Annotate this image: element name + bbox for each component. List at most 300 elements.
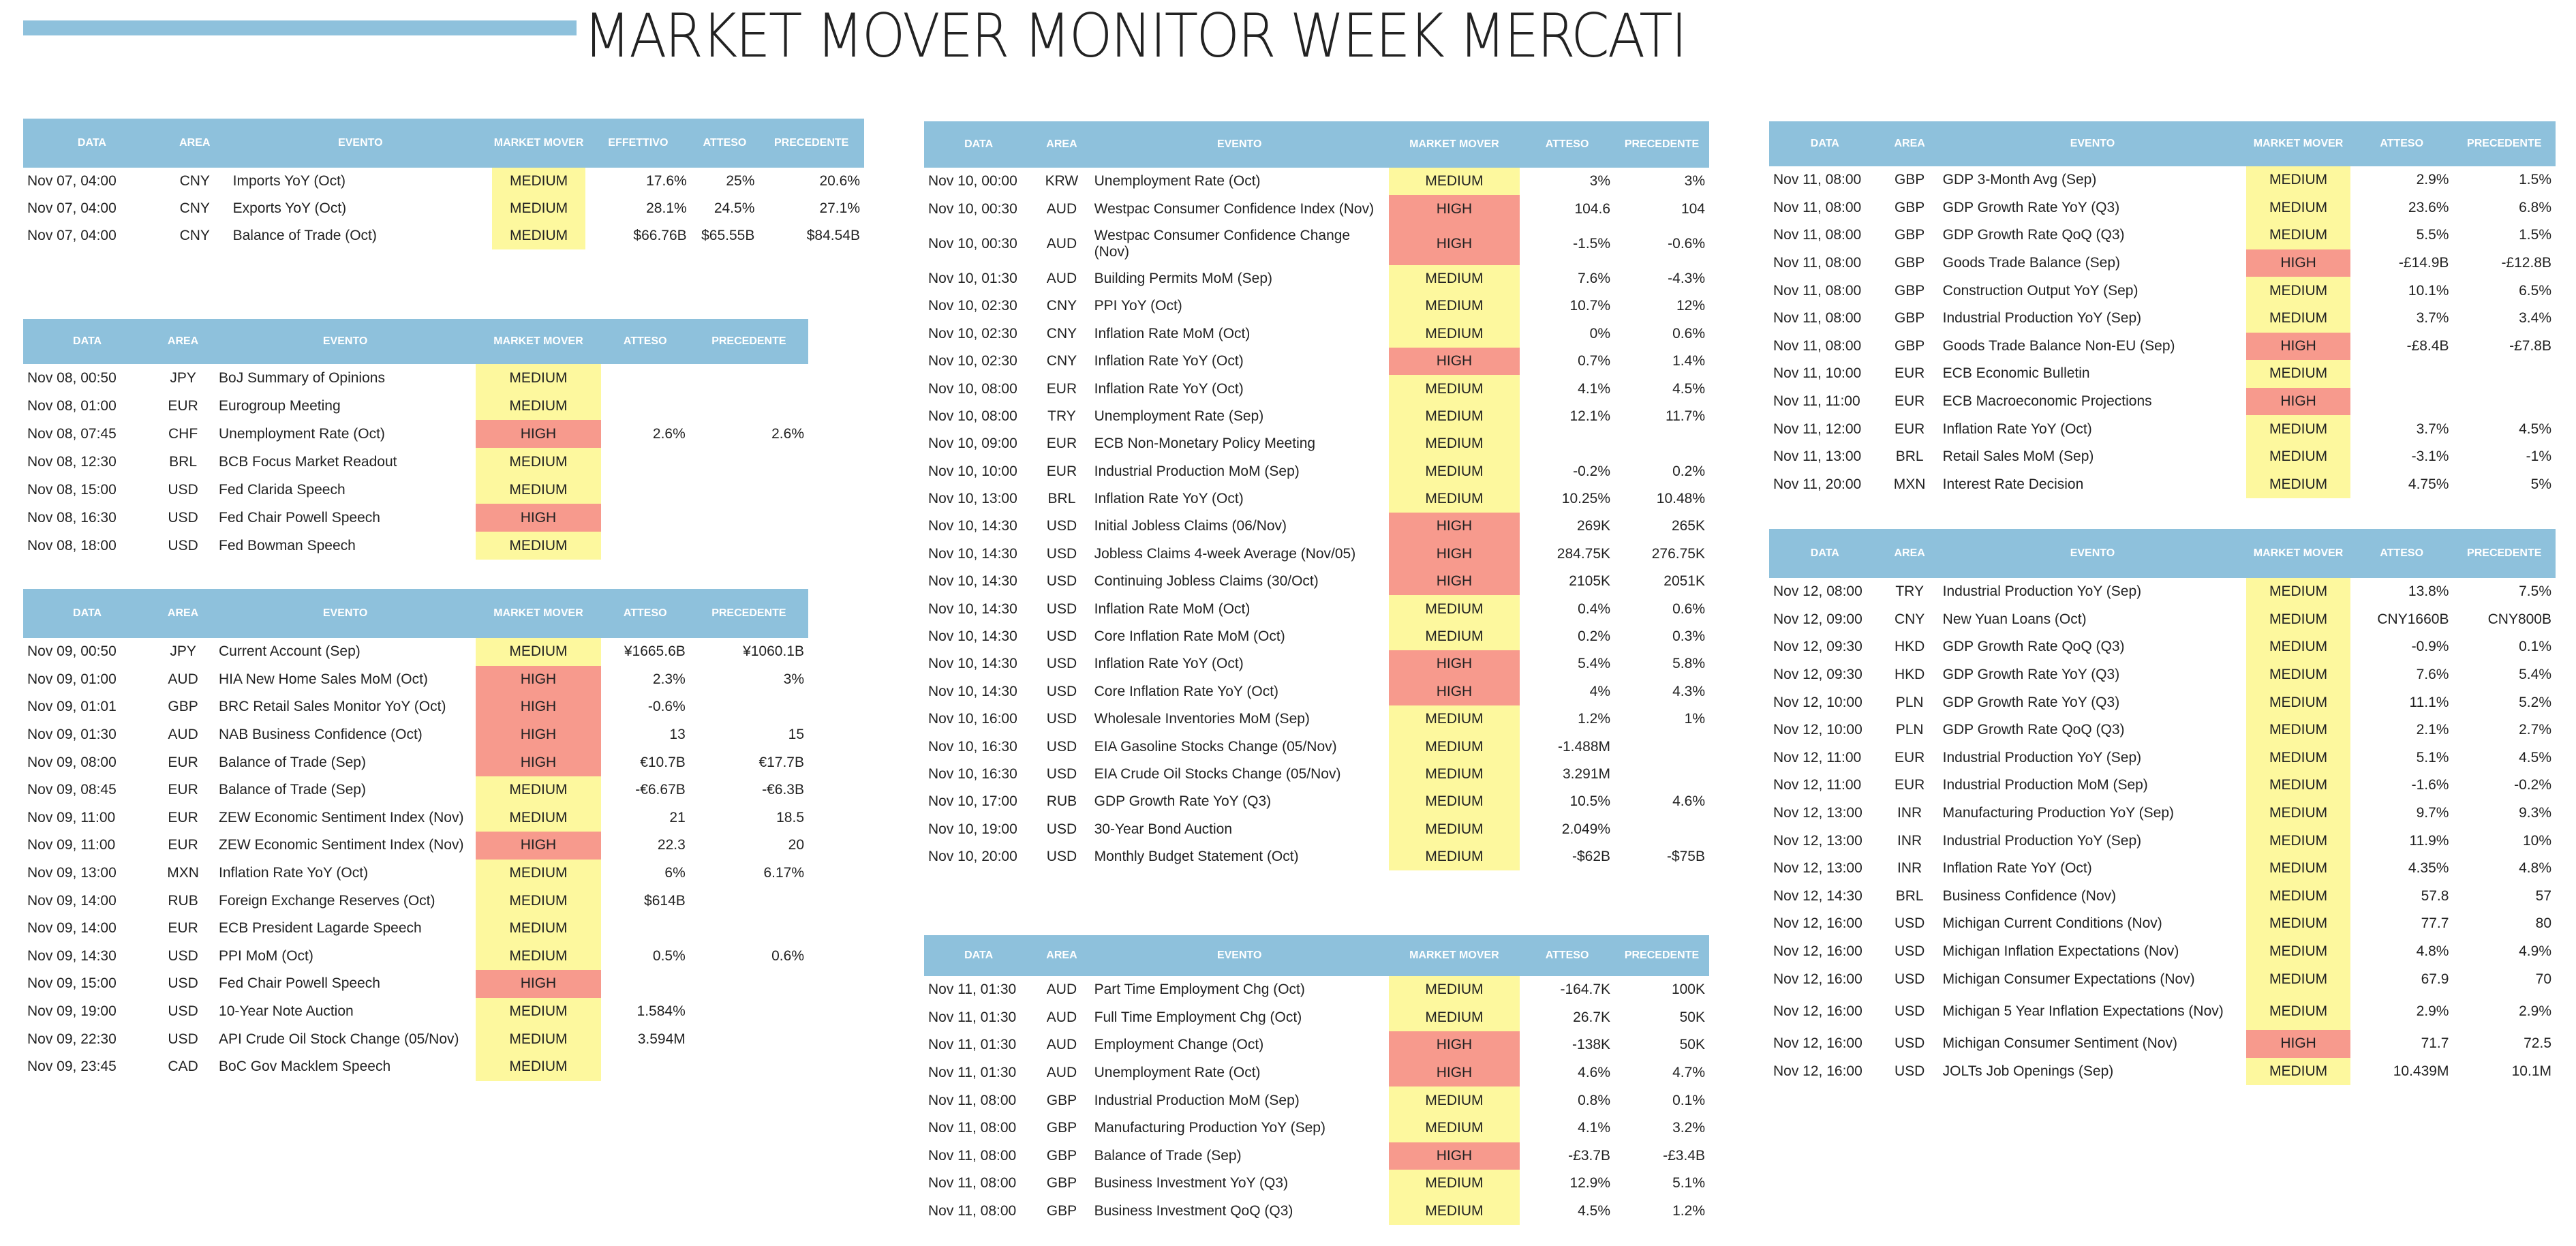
cell-precedente [690,998,808,1026]
market-mover-badge: HIGH [476,970,600,998]
cell-area: EUR [1894,777,1925,793]
cell-evento: EIA Gasoline Stocks Change (05/Nov) [1094,738,1337,755]
cell-data: Nov 11, 12:00 [1773,421,1862,437]
cell-precedente [690,970,808,998]
market-mover-badge: MEDIUM [1389,705,1520,733]
cell-data: Nov 09, 14:00 [27,892,117,909]
column-header-precedente[interactable]: PRECEDENTE [711,607,786,619]
column-header-data[interactable]: DATA [1810,138,1839,149]
column-header-area[interactable]: AREA [167,335,199,347]
cell-precedente: 80 [2535,915,2551,932]
market-mover-badge: MEDIUM [476,915,600,943]
cell-atteso: -$62B [1571,849,1611,865]
cell-precedente: -£12.8B [2501,255,2551,271]
cell-atteso: 10.7% [1569,298,1611,314]
market-mover-badge: HIGH [1389,513,1520,540]
cell-precedente: 100K [1671,982,1705,998]
table-row [23,638,808,666]
cell-atteso: 3.291M [1562,766,1611,782]
header-row [1769,529,2556,578]
table-row [924,458,1709,485]
cell-atteso: 0.4% [1578,601,1611,617]
cell-area: PLN [1895,722,1924,738]
cell-atteso: 57.8 [2421,887,2449,904]
cell-evento: Fed Chair Powell Speech [219,975,380,992]
market-mover-badge: HIGH [476,420,600,448]
column-header-data[interactable]: DATA [964,138,994,150]
market-mover-badge: MEDIUM [476,638,600,666]
cell-atteso: 10.1% [2408,282,2449,299]
table-row [924,568,1709,595]
cell-area: AUD [1046,200,1077,217]
cell-area: USD [168,947,198,964]
cell-atteso [601,364,690,392]
market-mover-badge: HIGH [1389,1142,1520,1170]
cell-atteso: 4.1% [1578,380,1611,397]
market-mover-badge: MEDIUM [1389,623,1520,650]
cell-atteso: 3.7% [2416,310,2449,326]
column-header-atteso[interactable]: ATTESO [1545,138,1589,150]
cell-precedente: 5.1% [1672,1175,1705,1191]
cell-area: JPY [170,369,196,386]
cell-evento: Foreign Exchange Reserves (Oct) [219,892,435,909]
cell-atteso [601,1053,690,1081]
cell-area: CNY [179,228,210,243]
column-header-area[interactable]: AREA [1046,949,1077,961]
market-mover-badge: MEDIUM [1389,430,1520,457]
cell-evento: Eurogroup Meeting [219,397,341,414]
cell-atteso: 23.6% [2408,199,2449,215]
cell-area: CNY [179,200,210,216]
market-mover-badge: MEDIUM [2246,993,2350,1030]
cell-area: USD [168,509,198,526]
market-mover-badge: MEDIUM [2246,277,2350,305]
column-header-atteso[interactable]: ATTESO [623,607,667,619]
cell-atteso: 4% [1589,683,1611,699]
cell-atteso [2350,388,2453,416]
cell-data: Nov 11, 08:00 [1773,227,1862,243]
cell-precedente [690,532,808,560]
table-row [23,887,808,915]
table-row [1769,1030,2556,1058]
cell-precedente: 4.9% [2519,943,2551,960]
cell-atteso: $614B [644,892,686,909]
cell-evento: ECB Non-Monetary Policy Meeting [1094,436,1316,452]
column-header-evento[interactable]: EVENTO [1216,138,1262,150]
cell-atteso: -138K [1571,1037,1611,1053]
table-body [23,364,808,560]
event-table-7 [1769,529,2556,1085]
cell-data: Nov 10, 20:00 [928,849,1017,865]
market-mover-badge: MEDIUM [1389,843,1520,870]
column-header-market-mover[interactable]: MARKET MOVER [493,607,583,619]
cell-area: GBP [1894,337,1925,354]
market-mover-badge: MEDIUM [1389,458,1520,485]
cell-evento: GDP 3-Month Avg (Sep) [1942,172,2097,188]
cell-evento: Michigan Inflation Expectations (Nov) [1942,943,2179,960]
cell-evento: Industrial Production MoM (Sep) [1094,463,1300,479]
cell-precedente: 4.5% [2519,421,2551,437]
cell-atteso [601,915,690,943]
column-header-market-mover[interactable]: MARKET MOVER [493,335,583,347]
column-header-atteso[interactable]: ATTESO [2380,138,2424,149]
cell-data: Nov 10, 00:00 [928,173,1017,189]
table-row [924,1170,1709,1198]
cell-area: USD [1046,656,1077,672]
column-header-evento[interactable]: EVENTO [2070,547,2115,559]
cell-data: Nov 12, 11:00 [1773,777,1862,793]
event-table [23,589,808,1081]
cell-evento: New Yuan Loans (Oct) [1942,611,2087,627]
cell-precedente: 1.5% [2519,172,2551,188]
table-row [1769,688,2556,716]
table-row [1769,443,2556,471]
cell-area: RUB [168,892,198,909]
cell-area: EUR [1894,365,1925,382]
market-mover-badge: MEDIUM [476,448,600,476]
column-header-evento[interactable]: EVENTO [2070,138,2115,149]
cell-data: Nov 11, 08:00 [1773,337,1862,354]
cell-area: USD [1046,683,1077,699]
cell-evento: Building Permits MoM (Sep) [1094,270,1273,286]
table-row [924,1004,1709,1032]
cell-precedente: 4.3% [1672,683,1705,699]
cell-evento: Unemployment Rate (Oct) [219,425,385,442]
market-mover-badge: MEDIUM [1389,1198,1520,1226]
cell-data: Nov 11, 08:00 [1773,172,1862,188]
column-header-market-mover[interactable]: MARKET MOVER [2253,138,2344,149]
column-header-market-mover[interactable]: MARKET MOVER [493,137,584,149]
cell-area: USD [1894,1035,1925,1052]
cell-data: Nov 11, 01:30 [928,1037,1017,1053]
cell-data: Nov 11, 11:00 [1773,393,1860,410]
event-table [1769,529,2556,1085]
cell-area: EUR [1046,463,1077,479]
column-header-data[interactable]: DATA [73,607,102,619]
cell-area: RUB [1046,793,1077,810]
market-mover-badge: MEDIUM [2246,800,2350,827]
cell-data: Nov 10, 10:00 [928,463,1017,479]
cell-atteso: -1.6% [2411,777,2449,793]
column-header-evento[interactable]: EVENTO [322,607,368,619]
cell-precedente [690,476,808,504]
column-header-precedente[interactable]: PRECEDENTE [2467,138,2542,149]
cell-data: Nov 08, 18:00 [27,537,117,553]
cell-evento: 30-Year Bond Auction [1094,821,1233,837]
cell-area: GBP [1046,1175,1077,1191]
table-row [924,1031,1709,1059]
table-body [924,976,1709,1225]
cell-data: Nov 10, 13:00 [928,491,1017,507]
market-mover-badge: MEDIUM [2246,606,2350,634]
market-mover-badge: MEDIUM [2246,443,2350,471]
title-accent-bar [23,20,577,35]
table-row [23,666,808,694]
cell-area: GBP [1894,199,1925,215]
cell-data: Nov 11, 10:00 [1773,365,1862,382]
column-header-area[interactable]: AREA [1894,547,1925,559]
cell-atteso: -0.9% [2411,639,2449,655]
cell-evento: Inflation Rate YoY (Oct) [1942,421,2092,437]
column-header-evento[interactable]: EVENTO [338,137,383,149]
cell-data: Nov 12, 09:30 [1773,639,1862,655]
cell-data: Nov 10, 16:30 [928,738,1017,755]
column-header-precedente[interactable]: PRECEDENTE [1624,949,1700,961]
market-mover-badge: HIGH [1389,348,1520,375]
table-header [1769,529,2556,578]
cell-evento: Industrial Production YoY (Sep) [1942,583,2142,600]
market-mover-badge: HIGH [2246,249,2350,277]
cell-area: EUR [168,782,198,798]
cell-area: BRL [1895,887,1924,904]
column-header-atteso[interactable]: ATTESO [623,335,667,347]
header-row [23,319,808,364]
cell-data: Nov 11, 01:30 [928,1009,1017,1025]
cell-data: Nov 11, 01:30 [928,1065,1017,1081]
table-row [924,195,1709,222]
table-row [924,976,1709,1004]
cell-area: PLN [1895,694,1924,710]
cell-precedente [1614,733,1709,760]
cell-evento: Goods Trade Balance (Sep) [1942,255,2120,271]
cell-data: Nov 09, 23:45 [27,1059,117,1075]
cell-data: Nov 07, 04:00 [27,173,117,189]
table-row [1769,633,2556,661]
cell-area: USD [168,1003,198,1020]
cell-evento: Retail Sales MoM (Sep) [1942,449,2094,465]
cell-precedente: 6.5% [2519,282,2551,299]
column-header-data[interactable]: DATA [1810,547,1839,559]
cell-atteso: 7.6% [1578,270,1611,286]
cell-data: Nov 12, 16:00 [1773,971,1862,987]
market-mover-badge: MEDIUM [2246,965,2350,993]
table-row [924,265,1709,292]
cell-evento: PPI YoY (Oct) [1094,298,1182,314]
cell-precedente: 0.6% [1672,601,1705,617]
cell-evento: Inflation Rate YoY (Oct) [1094,656,1244,672]
column-header-precedente[interactable]: PRECEDENTE [1624,138,1700,150]
cell-precedente: 20 [788,837,804,853]
cell-area: GBP [1894,172,1925,188]
cell-data: Nov 12, 11:00 [1773,749,1862,765]
cell-atteso: 6% [664,865,686,881]
cell-evento: BoJ Summary of Opinions [219,369,385,386]
table-row [23,860,808,887]
market-mover-badge: HIGH [476,721,600,749]
cell-precedente: €17.7B [758,754,804,770]
cell-area: AUD [168,671,198,687]
cell-evento: Construction Output YoY (Sep) [1942,282,2138,299]
cell-data: Nov 08, 07:45 [27,425,117,442]
market-mover-badge: MEDIUM [476,804,600,832]
cell-precedente: 0.2% [1672,463,1705,479]
cell-area: USD [1046,849,1077,865]
event-table-5 [924,935,1709,1225]
column-header-precedente[interactable]: PRECEDENTE [774,137,849,149]
column-header-atteso[interactable]: ATTESO [703,137,747,149]
cell-atteso: 67.9 [2421,971,2449,987]
table-row [924,1059,1709,1087]
cell-precedente: -€6.3B [762,782,804,798]
cell-area: INR [1897,805,1922,821]
column-header-precedente[interactable]: PRECEDENTE [711,335,786,347]
table-row [1769,606,2556,634]
table-header [1769,121,2556,166]
table-row [23,748,808,776]
cell-precedente: 4.8% [2519,860,2551,877]
table-row [924,375,1709,402]
table-row [1769,360,2556,388]
market-mover-badge: HIGH [476,504,600,532]
table-row [924,623,1709,650]
cell-area: USD [1894,971,1925,987]
cell-data: Nov 11, 08:00 [928,1120,1017,1136]
cell-data: Nov 09, 08:00 [27,754,117,770]
column-header-market-mover[interactable]: MARKET MOVER [1409,949,1499,961]
table-row [23,832,808,860]
table-row [924,348,1709,375]
cell-data: Nov 10, 14:30 [928,518,1017,534]
column-header-market-mover[interactable]: MARKET MOVER [2253,547,2344,559]
cell-precedente: 0.1% [2519,639,2551,655]
table-row [23,168,864,195]
table-row [924,168,1709,195]
cell-precedente: 57 [2535,887,2551,904]
cell-data: Nov 09, 13:00 [27,865,117,881]
cell-precedente: 2.6% [771,425,804,442]
event-table-4 [924,121,1709,870]
cell-data: Nov 11, 13:00 [1773,449,1862,465]
column-header-area[interactable]: AREA [1046,138,1077,150]
column-header-area[interactable]: AREA [1894,138,1925,149]
column-header-area[interactable]: AREA [179,137,211,149]
cell-atteso: 104.6 [1574,200,1611,217]
market-mover-badge: MEDIUM [476,532,600,560]
cell-area: EUR [168,754,198,770]
market-mover-badge: MEDIUM [1389,761,1520,788]
column-header-area[interactable]: AREA [167,607,199,619]
cell-precedente: 265K [1671,518,1705,534]
page-title: MARKET MOVER MONITOR WEEK MERCATI [583,1,1686,71]
market-mover-badge: HIGH [2246,333,2350,361]
column-header-atteso[interactable]: ATTESO [2380,547,2424,559]
cell-precedente: -£7.8B [2509,337,2551,354]
column-header-data[interactable]: DATA [73,335,102,347]
table-row [23,998,808,1026]
cell-precedente: 4.6% [1672,793,1705,810]
cell-area: TRY [1047,408,1076,424]
cell-precedente: -0.2% [2514,777,2551,793]
cell-area: MXN [167,865,199,881]
market-mover-badge: HIGH [476,693,600,721]
cell-area: USD [1046,766,1077,782]
table-row [1769,1058,2556,1086]
column-header-atteso[interactable]: ATTESO [1545,949,1589,961]
column-header-evento[interactable]: EVENTO [1216,949,1262,961]
cell-evento: Michigan 5 Year Inflation Expectations (Nov) [1942,1003,2224,1019]
cell-evento: 10-Year Note Auction [219,1003,354,1020]
cell-area: AUD [1046,1037,1077,1053]
cell-atteso: 5.5% [2416,227,2449,243]
cell-data: Nov 10, 14:30 [928,573,1017,590]
market-mover-badge: MEDIUM [476,1053,600,1081]
cell-atteso: 26.7K [1573,1009,1611,1025]
column-header-effettivo[interactable]: EFFETTIVO [608,137,669,149]
cell-area: CNY [1894,611,1925,627]
table-row [1769,222,2556,249]
cell-precedente: 3% [1684,173,1705,189]
cell-atteso: $65.55B [701,228,755,243]
cell-area: INR [1897,832,1922,849]
cell-evento: Continuing Jobless Claims (30/Oct) [1094,573,1319,590]
market-mover-badge: MEDIUM [2246,938,2350,966]
market-mover-badge: MEDIUM [2246,222,2350,249]
cell-data: Nov 09, 14:30 [27,947,117,964]
column-header-data[interactable]: DATA [964,949,994,961]
market-mover-badge: HIGH [1389,678,1520,705]
cell-atteso: 2.1% [2416,722,2449,738]
market-mover-badge: MEDIUM [2246,633,2350,661]
cell-area: GBP [1046,1092,1077,1108]
cell-data: Nov 10, 08:00 [928,380,1017,397]
cell-atteso: 71.7 [2421,1035,2449,1052]
cell-atteso: 10.25% [1561,491,1611,507]
cell-data: Nov 12, 16:00 [1773,1063,1862,1079]
table-row [23,776,808,804]
cell-evento: HIA New Home Sales MoM (Oct) [219,671,428,687]
cell-atteso: 0.2% [1578,628,1611,645]
cell-precedente: 1.2% [1672,1203,1705,1219]
cell-evento: Michigan Consumer Expectations (Nov) [1942,971,2195,987]
cell-data: Nov 11, 08:00 [1773,310,1862,326]
cell-data: Nov 12, 10:00 [1773,694,1862,710]
cell-atteso: 77.7 [2421,915,2449,932]
cell-atteso: 2.049% [1561,821,1611,837]
cell-data: Nov 10, 09:00 [928,436,1017,452]
cell-precedente: ¥1060.1B [743,643,804,660]
cell-data: Nov 10, 02:30 [928,298,1017,314]
column-header-data[interactable]: DATA [77,137,106,149]
cell-evento: Balance of Trade (Sep) [219,754,366,770]
cell-atteso: -1.5% [1573,235,1611,252]
column-header-evento[interactable]: EVENTO [322,335,368,347]
table-row [1769,993,2556,1030]
cell-area: EUR [168,809,198,825]
cell-evento: Industrial Production YoY (Sep) [1942,749,2142,765]
cell-precedente: 2.7% [2519,722,2551,738]
market-mover-badge: MEDIUM [2246,883,2350,911]
cell-atteso: 0.8% [1578,1092,1611,1108]
table-header [924,935,1709,976]
table-row [23,364,808,392]
column-header-market-mover[interactable]: MARKET MOVER [1409,138,1499,150]
event-table [924,121,1709,870]
cell-precedente: 104 [1681,200,1705,217]
cell-area: GBP [1046,1147,1077,1164]
cell-atteso: -164.7K [1560,982,1611,998]
cell-area: GBP [1894,255,1925,271]
column-header-precedente[interactable]: PRECEDENTE [2467,547,2542,559]
cell-area: EUR [1046,380,1077,397]
cell-precedente: 70 [2535,971,2551,987]
cell-data: Nov 12, 16:00 [1773,915,1862,932]
cell-atteso: -€6.67B [635,782,686,798]
cell-data: Nov 08, 01:00 [27,397,117,414]
cell-evento: Current Account (Sep) [219,643,361,660]
table-row [23,721,808,749]
cell-data: Nov 12, 09:00 [1773,611,1862,627]
cell-data: Nov 08, 00:50 [27,369,117,386]
